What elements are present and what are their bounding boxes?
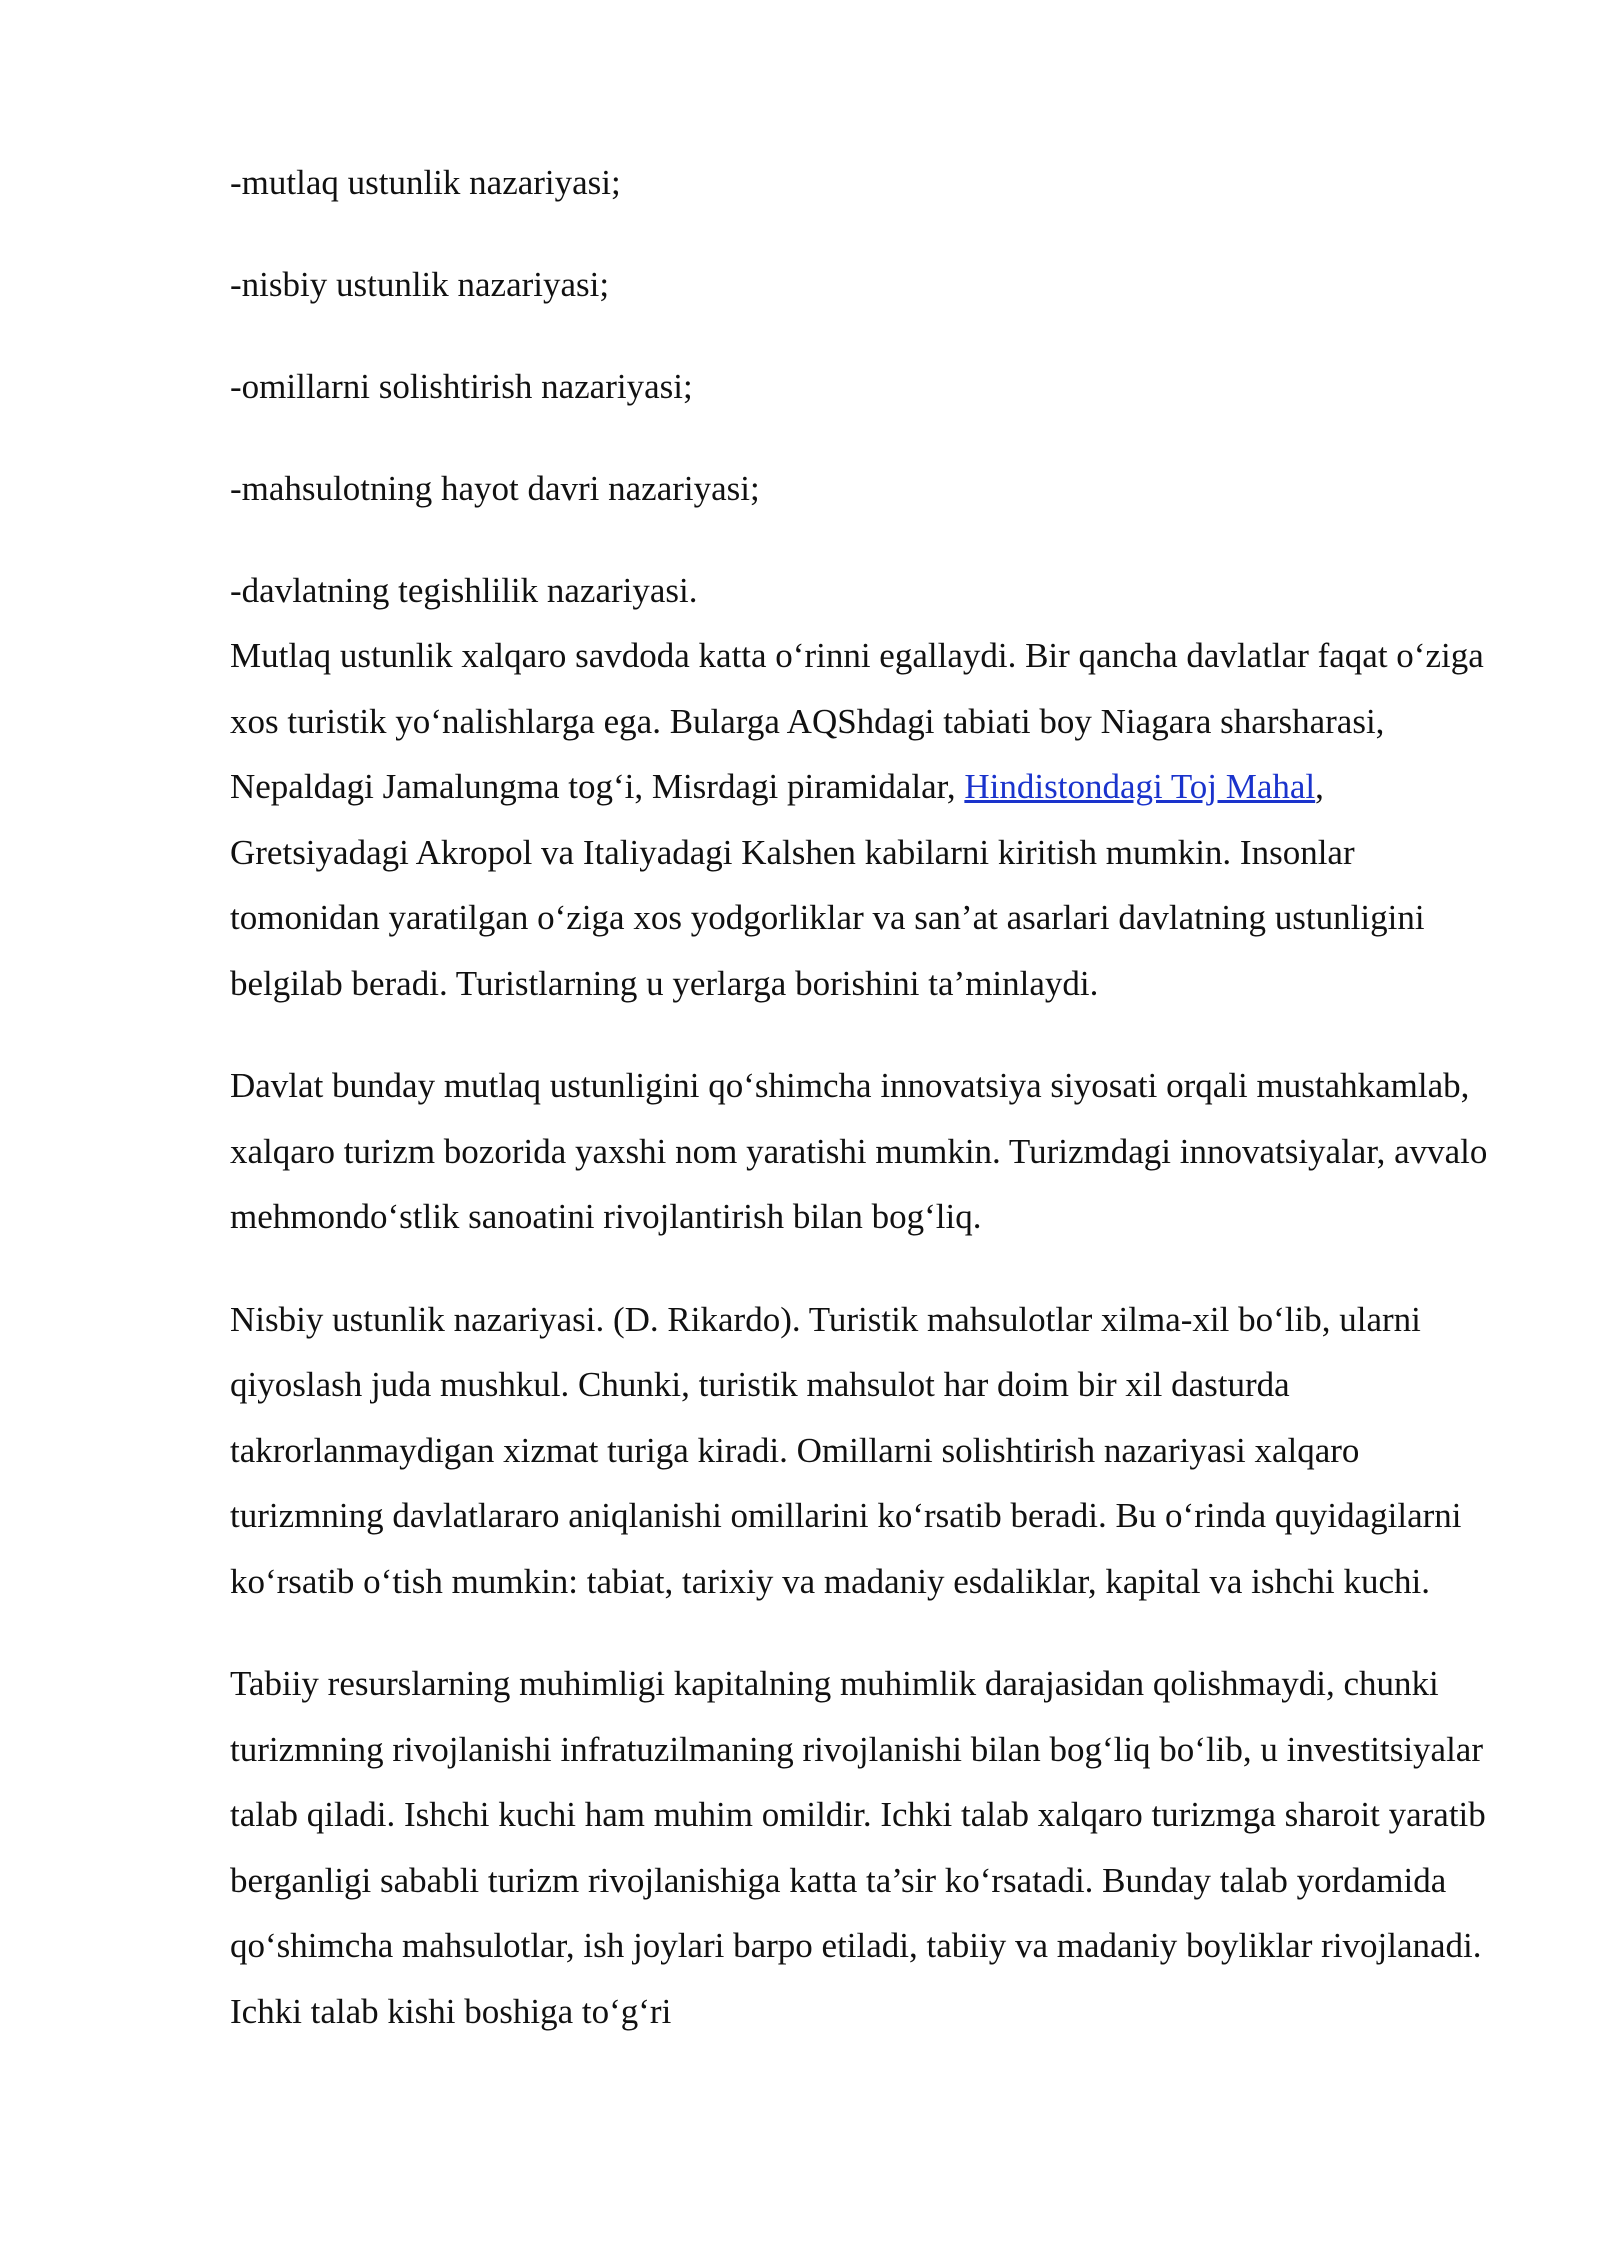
paragraph-natural-resources: Tabiiy resurslarning muhimligi kapitalning muhimlik darajasidan qolishmaydi, chunki turizmning rivojlanishi infratuzilmaning rivojlanishi bilan bog‘liq bo‘lib, u investitsiyalar talab qiladi. Ishchi kuchi ham muhim omildir. Ichki talab xalqaro turizmga sharoit yaratib berganligi sababli turizm rivojlanishiga katta ta’sir ko‘rsatadi. Bunday talab yordamida qo‘shimcha mahsulotlar, ish joylari barpo etiladi, tabiiy va madaniy boyliklar rivojlanadi. Ichki talab kishi boshiga to‘g‘ri	[230, 1664, 1486, 2031]
paragraph-relative-advantage: Nisbiy ustunlik nazariyasi. (D. Rikardo). Turistik mahsulotlar xilma-xil bo‘lib, ularni qiyoslash juda mushkul. Chunki, turistik mahsulot har doim bir xil dasturda takrorlanmaydigan xizmat turiga kiradi. Omillarni solishtirish nazariyasi xalqaro turizmning davlatlararo aniqlanishi omillarini ko‘rsatib beradi. Bu o‘rinda quyidagilarni ko‘rsatib o‘tish mumkin: tabiat, tarixiy va madaniy esdaliklar, kapital va ishchi kuchi.	[230, 1299, 1462, 1601]
paragraph-innovation: Davlat bunday mutlaq ustunligini qo‘shimcha innovatsiya siyosati orqali mustahkamlab, xalqaro turizm bozorida yaxshi nom yaratishi mumkin. Turizmdagi innovatsiyalar, avvalo mehmondo‘stlik sanoatini rivojlantirish bilan bog‘liq.	[230, 1066, 1488, 1236]
taj-mahal-link[interactable]: Hindistondagi Toj Mahal	[964, 767, 1316, 806]
theory-list-item: -mutlaq ustunlik nazariyasi;	[230, 163, 621, 202]
paragraph-absolute-advantage	[230, 623, 1500, 1016]
document-page	[230, 150, 1500, 2081]
theory-list-item: -mahsulotning hayot davri nazariyasi;	[230, 469, 760, 508]
theory-list-item: -omillarni solishtirish nazariyasi;	[230, 367, 693, 406]
paragraph-text: , Gretsiyadagi Akropol va Italiyadagi Kalshen kabilarni kiritish mumkin. Insonlar tomonidan yaratilgan o‘ziga xos yodgorliklar va san’at asarlari davlatning ustunligini belgilab beradi. Turistlarning u yerlarga borishini ta’minlaydi.	[230, 767, 1425, 1003]
theory-list-item: -davlatning tegishlilik nazariyasi.	[230, 571, 698, 610]
paragraph-text: Mutlaq ustunlik xalqaro savdoda katta o‘rinni egallaydi. Bir qancha davlatlar faqat o‘ziga xos turistik yo‘nalishlarga ega. Bularga AQShdagi tabiati boy Niagara sharsharasi, Nepaldagi Jamalungma tog‘i, Misrdagi piramidalar,	[230, 636, 1484, 806]
theory-list-item: -nisbiy ustunlik nazariyasi;	[230, 265, 610, 304]
